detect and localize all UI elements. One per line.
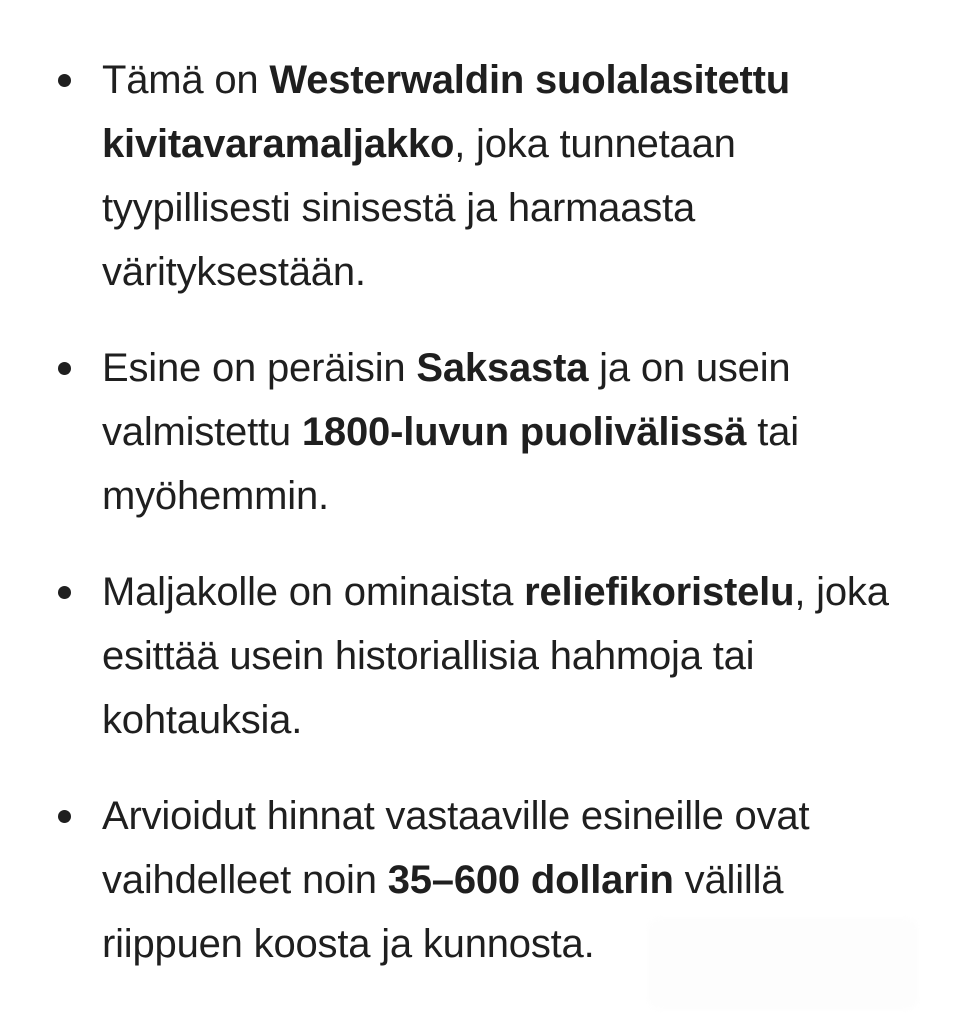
text-segment: ja on usein valmistettu — [102, 346, 791, 454]
bullet-text — [102, 58, 790, 294]
smudge-overlay — [648, 918, 918, 1010]
bullet-item — [0, 336, 960, 528]
bullet-text — [102, 570, 889, 742]
bold-segment: 1800-luvun puolivälissä — [301, 410, 747, 454]
bullet-item — [0, 560, 960, 752]
bullet-dot — [58, 586, 71, 599]
bold-segment: 35–600 dollarin — [387, 858, 674, 902]
text-segment: Esine on peräisin — [102, 346, 417, 390]
text-segment: Tämä on — [102, 58, 270, 102]
bullet-dot — [58, 362, 71, 375]
bullet-dot — [58, 810, 71, 823]
text-segment: tai myöhemmin. — [102, 410, 799, 518]
text-segment: Arvioidut hinnat vastaaville esineille ovat vaihdelleet noin — [102, 794, 810, 902]
text-segment: , joka tunnetaan tyypillisesti sinisestä ja harmaasta värityksestään. — [102, 122, 736, 294]
bold-segment: reliefikoristelu — [524, 570, 795, 614]
bullet-item — [0, 48, 960, 304]
bullet-list — [0, 48, 960, 1008]
bullet-text — [102, 346, 799, 518]
text-segment: , joka esittää usein historiallisia hahmoja tai kohtauksia. — [102, 570, 889, 742]
text-segment: välillä riippuen koosta ja kunnosta. — [102, 858, 784, 966]
text-segment: Maljakolle on ominaista — [102, 570, 525, 614]
bullet-dot — [58, 74, 71, 87]
bold-segment: Saksasta — [416, 346, 589, 390]
bold-segment: Westerwaldin suolalasitettu kivitavaramaljakko — [102, 58, 791, 166]
